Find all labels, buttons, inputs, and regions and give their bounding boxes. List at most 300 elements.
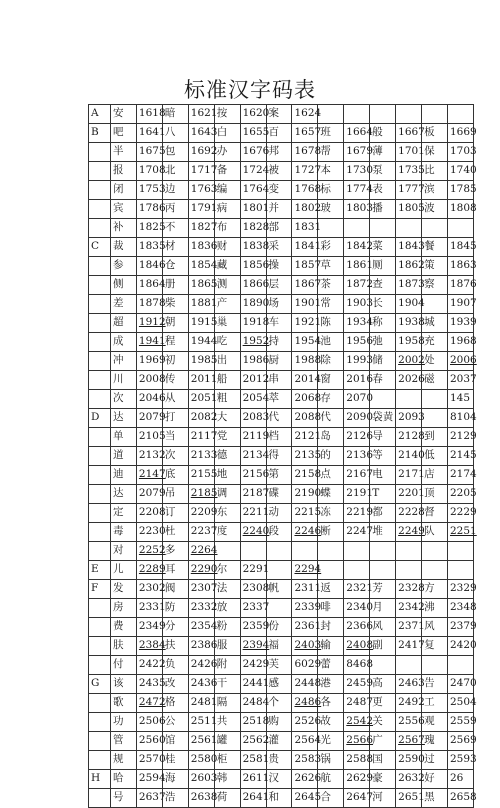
char-cell: 分 <box>163 618 189 636</box>
char-cell: 参 <box>111 257 137 275</box>
char-cell: 场 <box>267 295 293 313</box>
row-letter <box>89 143 111 161</box>
row-letter: H <box>89 770 111 788</box>
code-cell: 1655 <box>241 124 267 142</box>
char-cell: 代 <box>267 409 293 427</box>
char-cell: 传 <box>163 371 189 389</box>
code-cell: 1730 <box>344 162 370 180</box>
row-letter <box>89 371 111 389</box>
code-cell: 2559 <box>448 713 474 731</box>
char-cell: 本 <box>318 162 344 180</box>
char-cell: 被 <box>267 162 293 180</box>
table-row <box>89 694 477 713</box>
code-cell: 2459 <box>344 675 370 693</box>
char-cell: 察 <box>422 276 448 294</box>
code-cell: 1941 <box>137 333 163 351</box>
char-cell: 风 <box>422 618 448 636</box>
code-cell: 2645 <box>292 789 318 807</box>
char-cell: 点 <box>318 466 344 484</box>
char-cell: 菜 <box>370 238 396 256</box>
code-cell: 1764 <box>241 181 267 199</box>
char-cell: 充 <box>422 333 448 351</box>
code-cell: 2205 <box>448 485 474 503</box>
char-cell: 工 <box>422 694 448 712</box>
char-cell: 啡 <box>318 599 344 617</box>
char-cell: 北 <box>163 162 189 180</box>
code-cell: 2487 <box>344 694 370 712</box>
code-cell: 2583 <box>292 751 318 769</box>
code-cell: 2014 <box>292 371 318 389</box>
code-cell: 2629 <box>344 770 370 788</box>
code-cell: 2249 <box>396 523 422 541</box>
char-cell: 第 <box>267 466 293 484</box>
code-cell: 2054 <box>241 390 267 408</box>
char-cell: 彩 <box>318 238 344 256</box>
row-letter <box>89 257 111 275</box>
char-cell: 耳 <box>163 561 189 579</box>
code-cell: 1956 <box>344 333 370 351</box>
table-row <box>89 770 474 789</box>
table-row <box>89 675 477 694</box>
code-cell: 2008 <box>137 371 163 389</box>
code-cell: 145 <box>448 390 474 408</box>
char-cell: 裁 <box>111 238 137 256</box>
code-cell: 1828 <box>241 219 267 237</box>
code-cell: 2328 <box>396 580 422 598</box>
char-cell: 粗 <box>215 390 241 408</box>
char-cell: 瑰 <box>422 732 448 750</box>
code-cell: 1831 <box>292 219 318 237</box>
table-row <box>89 504 477 523</box>
row-letter <box>89 219 111 237</box>
char-cell: 岛 <box>318 428 344 446</box>
code-cell: 1620 <box>241 105 267 123</box>
table-row <box>89 599 477 618</box>
code-cell: 2422 <box>137 656 163 674</box>
char-cell: 柴 <box>163 295 189 313</box>
code-cell: 1667 <box>396 124 422 142</box>
table-row <box>89 181 477 200</box>
table-row <box>89 295 477 314</box>
char-cell: 当 <box>163 428 189 446</box>
code-cell: 2147 <box>137 466 163 484</box>
code-cell: 2420 <box>448 637 474 655</box>
char-cell: 安 <box>111 105 137 123</box>
char-cell <box>318 219 344 237</box>
char-cell: 堆 <box>370 523 396 541</box>
table-row <box>89 789 477 808</box>
char-cell: 定 <box>111 504 137 522</box>
char-cell: 国 <box>370 751 396 769</box>
char-cell: 存 <box>318 390 344 408</box>
code-cell: 1678 <box>292 143 318 161</box>
char-cell: 购 <box>267 713 293 731</box>
table-row <box>89 428 477 447</box>
code-cell: 1901 <box>292 295 318 313</box>
char-cell: 代 <box>318 409 344 427</box>
table-row <box>89 447 477 466</box>
char-cell: 草 <box>318 257 344 275</box>
char-cell: 朝 <box>163 314 189 332</box>
char-cell: 航 <box>318 770 344 788</box>
table-row <box>89 162 477 181</box>
code-cell: 1727 <box>292 162 318 180</box>
char-cell: 策 <box>422 257 448 275</box>
row-letter <box>89 352 111 370</box>
code-cell: 1938 <box>396 314 422 332</box>
code-cell <box>448 219 474 237</box>
char-cell: 馆 <box>163 732 189 750</box>
char-cell: 方 <box>422 580 448 598</box>
code-cell: 1958 <box>396 333 422 351</box>
code-cell: 2155 <box>189 466 215 484</box>
char-cell: 个 <box>267 694 293 712</box>
char-cell: 都 <box>370 504 396 522</box>
char-cell: 仓 <box>163 257 189 275</box>
row-letter <box>89 789 111 807</box>
code-cell: 2129 <box>448 428 474 446</box>
code-cell: 2158 <box>292 466 318 484</box>
char-cell: 更 <box>370 694 396 712</box>
char-cell: 动 <box>267 504 293 522</box>
char-cell: 东 <box>215 504 241 522</box>
char-cell: 肤 <box>111 637 137 655</box>
code-cell: 2641 <box>241 789 267 807</box>
char-cell: 汉 <box>267 770 293 788</box>
page-title: 标准汉字码表 <box>184 78 316 102</box>
char-cell: 病 <box>215 200 241 218</box>
code-cell: 2026 <box>396 371 422 389</box>
char-cell: 厕 <box>370 257 396 275</box>
char-cell <box>422 105 448 123</box>
code-cell: 2504 <box>448 694 474 712</box>
char-cell <box>318 105 344 123</box>
code-cell: 2237 <box>189 523 215 541</box>
char-cell: 船 <box>215 371 241 389</box>
code-table <box>88 104 477 808</box>
char-cell: 粉 <box>215 618 241 636</box>
code-cell: 1865 <box>189 276 215 294</box>
char-cell: 班 <box>318 124 344 142</box>
char-cell <box>370 656 396 674</box>
char-cell: 合 <box>318 789 344 807</box>
code-cell: 1986 <box>241 352 267 370</box>
code-cell: 2229 <box>448 504 474 522</box>
char-cell: 百 <box>267 124 293 142</box>
char-cell: 包 <box>163 143 189 161</box>
char-cell: 负 <box>163 656 189 674</box>
code-cell: 2386 <box>189 637 215 655</box>
code-cell: 2638 <box>189 789 215 807</box>
code-cell: 2594 <box>137 770 163 788</box>
char-cell: 得 <box>267 447 293 465</box>
char-cell: 长 <box>370 295 396 313</box>
char-cell: 串 <box>267 371 293 389</box>
code-cell: 1843 <box>396 238 422 256</box>
code-cell: 2379 <box>448 618 474 636</box>
code-cell: 1735 <box>396 162 422 180</box>
code-cell: 2307 <box>189 580 215 598</box>
char-cell: 比 <box>422 162 448 180</box>
char-cell: 付 <box>111 656 137 674</box>
char-cell: 城 <box>422 314 448 332</box>
code-cell: 2603 <box>189 770 215 788</box>
char-cell: 称 <box>370 314 396 332</box>
code-cell: 2593 <box>448 751 474 769</box>
char-cell: 管 <box>111 732 137 750</box>
table-row <box>89 637 477 656</box>
code-cell: 2126 <box>344 428 370 446</box>
code-cell: 2331 <box>137 599 163 617</box>
code-cell: 1890 <box>241 295 267 313</box>
code-cell: 1867 <box>292 276 318 294</box>
code-cell: 2481 <box>189 694 215 712</box>
char-cell: 达 <box>111 409 137 427</box>
code-cell <box>344 542 370 560</box>
code-cell: 2046 <box>137 390 163 408</box>
char-cell: 巢 <box>215 314 241 332</box>
char-cell: 冻 <box>318 504 344 522</box>
code-cell: 2332 <box>189 599 215 617</box>
char-cell: 副 <box>370 637 396 655</box>
char-cell: 杜 <box>163 523 189 541</box>
code-cell: 2247 <box>344 523 370 541</box>
table-row <box>89 276 477 295</box>
code-cell: 1939 <box>448 314 474 332</box>
char-cell: 备 <box>215 162 241 180</box>
code-cell: 1846 <box>137 257 163 275</box>
code-cell: 1921 <box>292 314 318 332</box>
char-cell: 操 <box>267 257 293 275</box>
table-row <box>89 561 474 580</box>
code-cell: 1988 <box>292 352 318 370</box>
row-letter <box>89 181 111 199</box>
code-cell <box>396 542 422 560</box>
code-cell: 1703 <box>448 143 474 161</box>
code-cell <box>292 542 318 560</box>
char-cell: 冲 <box>111 352 137 370</box>
table-row <box>89 200 477 219</box>
char-cell: 川 <box>111 371 137 389</box>
char-cell: 到 <box>422 428 448 446</box>
char-cell: 锅 <box>318 751 344 769</box>
char-cell: 播 <box>370 200 396 218</box>
char-cell: 关 <box>370 713 396 731</box>
code-cell: 2302 <box>137 580 163 598</box>
char-cell: 电 <box>370 466 396 484</box>
row-letter <box>89 390 111 408</box>
code-cell: 1954 <box>292 333 318 351</box>
char-cell <box>422 219 448 237</box>
char-cell: 哈 <box>111 770 137 788</box>
code-cell: 2337 <box>241 599 267 617</box>
code-cell: 2264 <box>189 542 215 560</box>
code-cell: 1872 <box>344 276 370 294</box>
code-cell: 1808 <box>448 200 474 218</box>
code-cell: 2463 <box>396 675 422 693</box>
code-cell <box>344 105 370 123</box>
code-cell: 2068 <box>292 390 318 408</box>
char-cell: 道 <box>111 447 137 465</box>
char-cell: 对 <box>111 542 137 560</box>
code-cell: 1801 <box>241 200 267 218</box>
char-cell: 闭 <box>111 181 137 199</box>
char-cell: 大 <box>215 409 241 427</box>
code-cell: 2561 <box>189 732 215 750</box>
code-cell: 2187 <box>241 485 267 503</box>
code-cell: 2140 <box>396 447 422 465</box>
char-cell <box>422 409 448 427</box>
char-cell: 顶 <box>422 485 448 503</box>
char-cell: 并 <box>267 200 293 218</box>
code-cell <box>344 219 370 237</box>
table-row <box>89 485 477 504</box>
char-cell: 蝶 <box>318 485 344 503</box>
char-cell: 材 <box>163 238 189 256</box>
char-cell: 窗 <box>318 371 344 389</box>
char-cell: 德 <box>215 447 241 465</box>
row-letter <box>89 504 111 522</box>
char-cell: 故 <box>318 713 344 731</box>
code-cell: 2394 <box>241 637 267 655</box>
row-letter <box>89 732 111 750</box>
code-cell: 2240 <box>241 523 267 541</box>
code-cell: 2311 <box>292 580 318 598</box>
code-cell: 2208 <box>137 504 163 522</box>
char-cell: 从 <box>163 390 189 408</box>
table-row <box>89 523 477 542</box>
code-cell: 2569 <box>448 732 474 750</box>
code-cell: 2228 <box>396 504 422 522</box>
char-cell: 告 <box>422 675 448 693</box>
char-cell <box>370 561 396 579</box>
code-cell <box>448 561 474 579</box>
table-row <box>89 219 474 238</box>
char-cell: 泵 <box>370 162 396 180</box>
char-cell: 财 <box>215 238 241 256</box>
code-cell: 2230 <box>137 523 163 541</box>
code-cell: 2174 <box>448 466 474 484</box>
code-cell: 2590 <box>396 751 422 769</box>
code-cell <box>396 656 422 674</box>
code-cell: 2441 <box>241 675 267 693</box>
row-letter: B <box>89 124 111 142</box>
char-cell: 封 <box>318 618 344 636</box>
char-cell: 底 <box>163 466 189 484</box>
code-cell: 1774 <box>344 181 370 199</box>
char-cell: 车 <box>267 314 293 332</box>
row-letter <box>89 200 111 218</box>
code-cell: 1763 <box>189 181 215 199</box>
char-cell: 柜 <box>215 751 241 769</box>
char-cell: T <box>370 485 396 503</box>
code-cell <box>448 542 474 560</box>
char-cell: 房 <box>111 599 137 617</box>
char-cell: 宾 <box>111 200 137 218</box>
char-cell: 陈 <box>318 314 344 332</box>
code-cell: 1861 <box>344 257 370 275</box>
code-cell: 2290 <box>189 561 215 579</box>
code-cell: 2252 <box>137 542 163 560</box>
char-cell <box>267 542 293 560</box>
char-cell: 儿 <box>111 561 137 579</box>
code-cell: 2135 <box>292 447 318 465</box>
code-cell <box>344 561 370 579</box>
row-letter <box>89 751 111 769</box>
code-cell: 1701 <box>396 143 422 161</box>
code-cell: 1805 <box>396 200 422 218</box>
code-cell: 1740 <box>448 162 474 180</box>
code-cell: 1708 <box>137 162 163 180</box>
code-cell: 1944 <box>189 333 215 351</box>
code-cell: 1624 <box>292 105 318 123</box>
code-cell: 1838 <box>241 238 267 256</box>
char-cell: 板 <box>422 124 448 142</box>
code-cell: 1791 <box>189 200 215 218</box>
char-cell <box>422 295 448 313</box>
code-cell: 1679 <box>344 143 370 161</box>
char-cell: 感 <box>267 675 293 693</box>
char-cell: 格 <box>163 694 189 712</box>
char-cell: 毒 <box>111 523 137 541</box>
code-cell: 1862 <box>396 257 422 275</box>
char-cell: 芙 <box>267 656 293 674</box>
code-cell: 2403 <box>292 637 318 655</box>
char-cell: 沸 <box>422 599 448 617</box>
char-cell: 波 <box>422 200 448 218</box>
code-cell: 1802 <box>292 200 318 218</box>
char-cell: 玻 <box>318 200 344 218</box>
code-cell: 2408 <box>344 637 370 655</box>
code-cell: 2289 <box>137 561 163 579</box>
char-cell: 编 <box>215 181 241 199</box>
row-letter <box>89 466 111 484</box>
code-cell: 2506 <box>137 713 163 731</box>
code-cell: 1918 <box>241 314 267 332</box>
row-letter <box>89 713 111 731</box>
char-cell: 餐 <box>422 238 448 256</box>
code-cell: 2211 <box>241 504 267 522</box>
char-cell: 成 <box>111 333 137 351</box>
char-cell: 次 <box>163 447 189 465</box>
code-cell: 1657 <box>292 124 318 142</box>
char-cell: 部 <box>267 219 293 237</box>
char-cell: 白 <box>215 124 241 142</box>
code-cell: 1827 <box>189 219 215 237</box>
char-cell: 督 <box>422 504 448 522</box>
row-letter: C <box>89 238 111 256</box>
code-cell: 1724 <box>241 162 267 180</box>
char-cell: 变 <box>267 181 293 199</box>
char-cell <box>422 561 448 579</box>
char-cell: 改 <box>163 675 189 693</box>
char-cell: 高 <box>370 675 396 693</box>
char-cell: 吧 <box>111 124 137 142</box>
table-row <box>89 143 477 162</box>
char-cell: 隔 <box>215 694 241 712</box>
char-cell: 费 <box>111 618 137 636</box>
char-cell: 海 <box>163 770 189 788</box>
char-cell: 弛 <box>370 333 396 351</box>
code-cell: 1676 <box>241 143 267 161</box>
char-cell: 豪 <box>370 770 396 788</box>
char-cell: 查 <box>370 276 396 294</box>
code-cell: 2136 <box>344 447 370 465</box>
code-cell: 2567 <box>396 732 422 750</box>
char-cell: 邦 <box>267 143 293 161</box>
code-cell: 2348 <box>448 599 474 617</box>
code-cell: 2070 <box>344 390 370 408</box>
